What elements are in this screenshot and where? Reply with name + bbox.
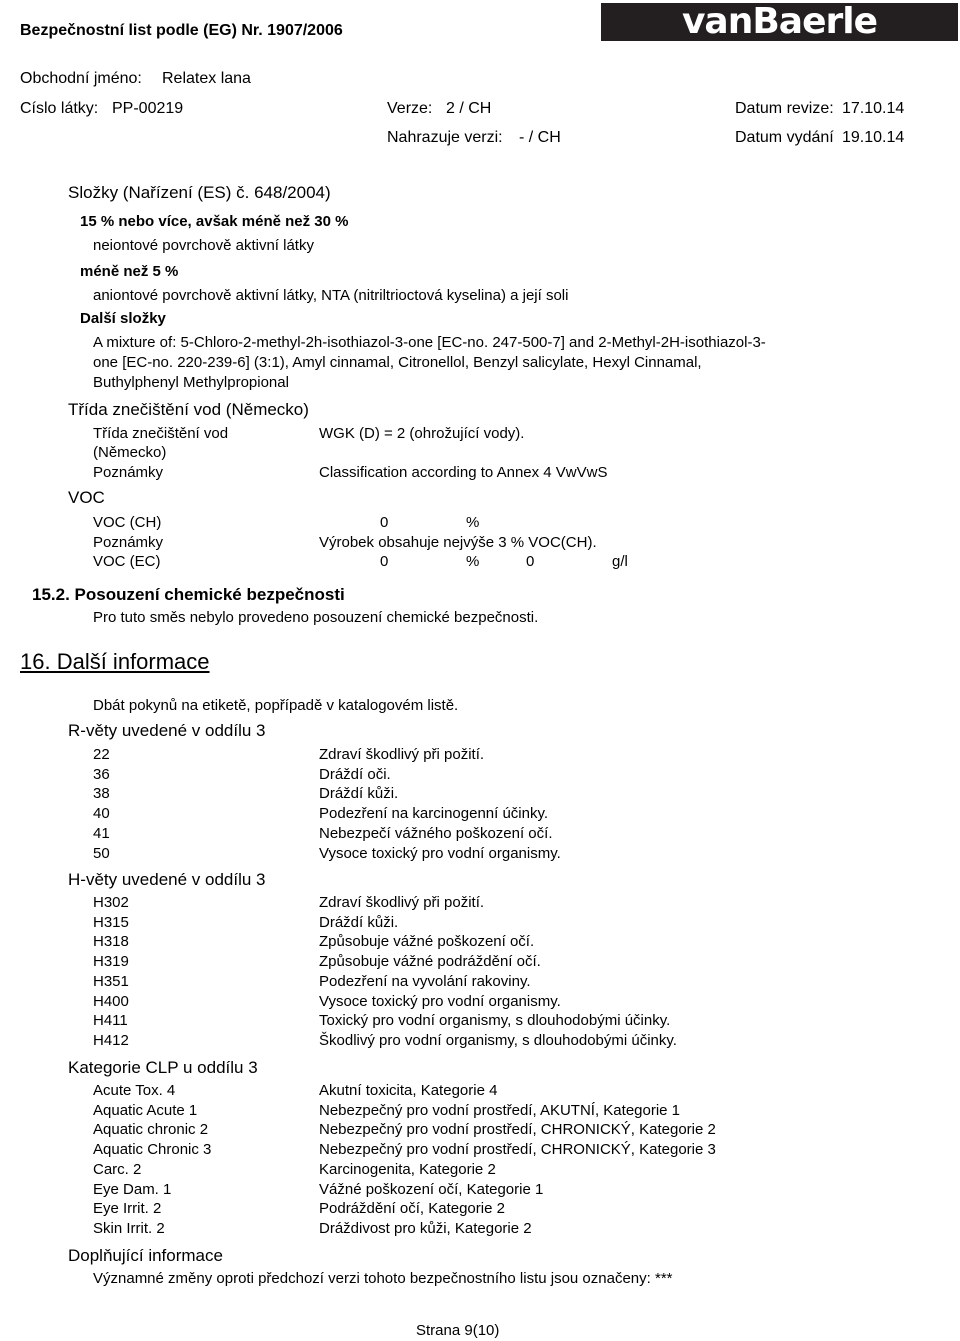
- clp-category-text: Karcinogenita, Kategorie 2: [319, 1160, 496, 1178]
- h-phrase-text: Zdraví škodlivý při požití.: [319, 894, 485, 911]
- h-phrase-code: H400: [93, 992, 129, 1010]
- r-phrase-text: Vysoce toxický pro vodní organismy.: [319, 844, 561, 862]
- h-phrase-text: Dráždí kůži.: [319, 913, 399, 931]
- clp-category-text: Nebezpečný pro vodní prostředí, CHRONICKÝ, Kategorie 3: [319, 1141, 716, 1159]
- h-phrase-text: Podezření na vyvolání rakoviny.: [319, 972, 531, 990]
- clp-category-code: Skin Irrit. 2: [93, 1219, 165, 1237]
- voc-notes-label: Poznámky: [93, 534, 164, 551]
- h-phrase-code: H318: [93, 933, 129, 951]
- page-number: Strana 9(10): [416, 1322, 500, 1339]
- h-phrase-code: H351: [93, 972, 129, 990]
- range-below-5-heading: méně než 5 %: [80, 263, 179, 280]
- other-ingredients-heading: Další složky: [80, 310, 166, 327]
- issue-date-label: Datum vydání: [735, 129, 834, 146]
- clp-category-code: Eye Irrit. 2: [93, 1200, 162, 1218]
- r-phrases-heading: R-věty uvedené v oddílu 3: [68, 721, 266, 740]
- clp-category-text: Akutní toxicita, Kategorie 4: [319, 1082, 498, 1099]
- clp-category-code: Aquatic Chronic 3: [93, 1141, 212, 1159]
- r-phrase-text: Podezření na karcinogenní účinky.: [319, 805, 549, 823]
- trade-name-value: Relatex lana: [162, 70, 251, 87]
- r-phrase-text: Zdraví škodlivý při požití.: [319, 746, 485, 763]
- clp-category-text: Nebezpečný pro vodní prostředí, AKUTNÍ, Kategorie 1: [319, 1101, 681, 1119]
- ingredients-heading: Složky (Nařízení (ES) č. 648/2004): [68, 183, 331, 202]
- h-phrase-text: Škodlivý pro vodní organismy, s dlouhodobými účinky.: [319, 1031, 677, 1049]
- other-ingredients-line-2: one [EC-no. 220-239-6] (3:1), Amyl cinnamal, Citronellol, Benzyl salicylate, Hexyl Cinnamal,: [93, 354, 702, 371]
- voc-ec-value: 0: [380, 553, 389, 570]
- vanbaerle-logo: vanBaerle: [601, 3, 958, 41]
- r-phrase-code: 22: [93, 746, 110, 763]
- replaces-version-value: - / CH: [519, 129, 561, 146]
- r-phrase-text: Nebezpečí vážného poškození očí.: [319, 824, 553, 842]
- clp-category-code: Eye Dam. 1: [93, 1180, 172, 1198]
- h-phrase-code: H302: [93, 894, 129, 911]
- version-label: Verze:: [387, 100, 433, 117]
- h-phrase-text: Toxický pro vodní organismy, s dlouhodobými účinky.: [319, 1012, 671, 1030]
- additional-info-text: Významné změny oproti předchozí verzi tohoto bezpečnostního listu jsou označeny: ***: [93, 1270, 673, 1287]
- clp-category-text: Dráždivost pro kůži, Kategorie 2: [319, 1219, 532, 1237]
- other-ingredients-line-3: Buthylphenyl Methylpropional: [93, 374, 289, 391]
- h-phrases-heading: H-věty uvedené v oddílu 3: [68, 870, 266, 889]
- substance-number-label: Císlo látky:: [20, 100, 99, 117]
- document-title: Bezpečnostní list podle (EG) Nr. 1907/2006: [20, 22, 343, 39]
- additional-info-heading: Doplňující informace: [68, 1246, 223, 1265]
- h-phrase-text: Vysoce toxický pro vodní organismy.: [319, 992, 561, 1010]
- water-notes-value: Classification according to Annex 4 VwVwS: [319, 464, 608, 481]
- r-phrase-code: 50: [93, 844, 110, 862]
- voc-ch-label: VOC (CH): [93, 514, 162, 531]
- r-phrase-code: 38: [93, 785, 110, 803]
- r-phrase-text: Dráždí kůži.: [319, 785, 399, 803]
- other-ingredients-line-1: A mixture of: 5-Chloro-2-methyl-2h-isothiazol-3-one [EC-no. 247-500-7] and 2-Methyl-2H-isothiazol-3-: [93, 334, 766, 351]
- voc-ch-unit: %: [466, 514, 480, 531]
- clp-category-text: Podráždění očí, Kategorie 2: [319, 1200, 505, 1218]
- voc-ec-value-2: 0: [526, 553, 535, 570]
- clp-category-text: Nebezpečný pro vodní prostředí, CHRONICKÝ, Kategorie 2: [319, 1121, 716, 1139]
- clp-category-code: Acute Tox. 4: [93, 1082, 176, 1099]
- r-phrase-code: 40: [93, 805, 110, 823]
- voc-ec-unit: %: [466, 553, 480, 570]
- section-16-heading: 16. Další informace: [20, 649, 210, 674]
- revision-date-label: Datum revize:: [735, 100, 834, 117]
- version-value: 2 / CH: [446, 100, 492, 117]
- trade-name-label: Obchodní jméno:: [20, 70, 142, 87]
- clp-category-code: Aquatic chronic 2: [93, 1121, 209, 1139]
- h-phrase-text: Způsobuje vážné podráždění očí.: [319, 953, 541, 971]
- section-15-2-text: Pro tuto směs nebylo provedeno posouzení chemické bezpečnosti.: [93, 609, 539, 626]
- h-phrase-code: H411: [93, 1012, 128, 1030]
- voc-ec-unit-2: g/l: [612, 553, 628, 570]
- issue-date-value: 19.10.14: [842, 129, 905, 146]
- range-15-30-heading: 15 % nebo více, avšak méně než 30 %: [80, 213, 349, 230]
- water-hazard-value: WGK (D) = 2 (ohrožující vody).: [319, 425, 525, 442]
- water-hazard-label-line-1: Třída znečištění vod: [93, 425, 229, 442]
- anionic-surfactants-text: aniontové povrchově aktivní látky, NTA (nitriltrioctová kyselina) a její soli: [93, 287, 569, 304]
- revision-date-value: 17.10.14: [842, 100, 905, 117]
- r-phrase-text: Dráždí oči.: [319, 765, 391, 783]
- clp-categories-heading: Kategorie CLP u oddílu 3: [68, 1058, 258, 1077]
- h-phrase-code: H315: [93, 913, 129, 931]
- r-phrase-code: 41: [93, 824, 110, 842]
- section-16-intro: Dbát pokynů na etiketě, popřípadě v katalogovém listě.: [93, 697, 459, 714]
- voc-notes-value: Výrobek obsahuje nejvýše 3 % VOC(CH).: [319, 534, 597, 551]
- clp-category-text: Vážné poškození očí, Kategorie 1: [319, 1180, 544, 1198]
- clp-category-code: Carc. 2: [93, 1160, 142, 1178]
- replaces-version-label: Nahrazuje verzi:: [387, 129, 503, 146]
- water-notes-label: Poznámky: [93, 464, 164, 481]
- voc-ch-value: 0: [380, 514, 389, 531]
- nonionic-surfactants-text: neiontové povrchově aktivní látky: [93, 237, 314, 254]
- r-phrase-code: 36: [93, 765, 110, 783]
- clp-category-code: Aquatic Acute 1: [93, 1101, 198, 1119]
- water-hazard-heading: Třída znečištění vod (Německo): [68, 400, 309, 419]
- water-hazard-label-line-2: (Německo): [93, 444, 167, 461]
- h-phrase-code: H319: [93, 953, 129, 971]
- substance-number-value: PP-00219: [112, 100, 184, 117]
- voc-ec-label: VOC (EC): [93, 553, 161, 570]
- section-15-2-heading: 15.2. Posouzení chemické bezpečnosti: [32, 585, 345, 604]
- h-phrase-code: H412: [93, 1031, 129, 1049]
- h-phrase-text: Způsobuje vážné poškození očí.: [319, 933, 535, 951]
- voc-heading: VOC: [68, 488, 105, 507]
